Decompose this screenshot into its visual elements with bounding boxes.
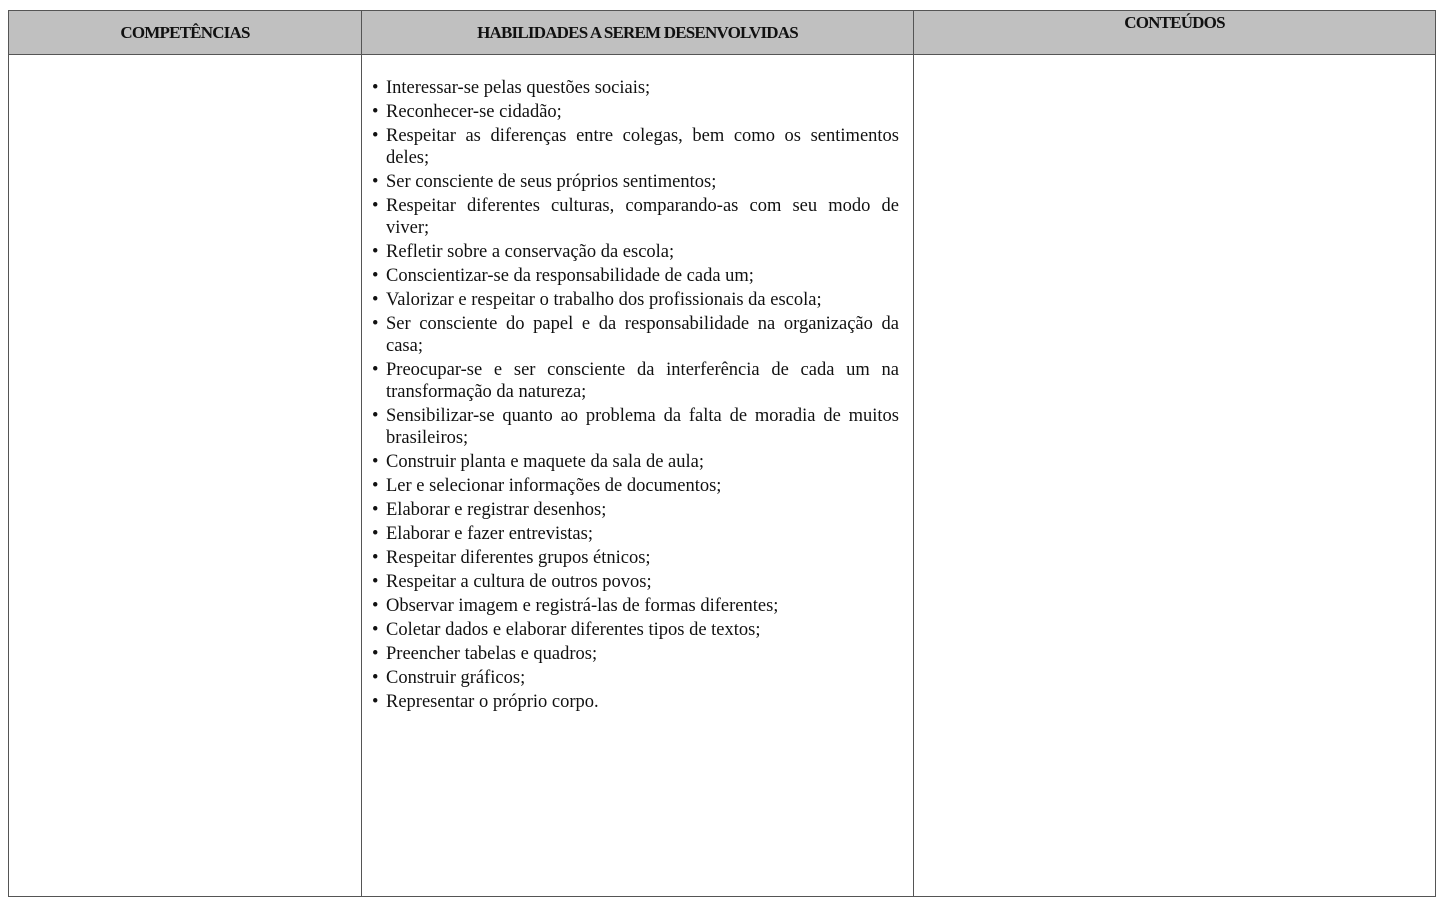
- list-item: [372, 195, 899, 239]
- list-item-text: Preocupar-se e ser consciente da interferência de cada um na transformação da natureza;: [386, 360, 899, 402]
- bullet-icon: •: [372, 524, 379, 544]
- list-item: [372, 547, 899, 569]
- conteudos-cell: [914, 55, 1436, 897]
- list-item: [372, 571, 899, 593]
- list-item-text: Respeitar a cultura de outros povos;: [386, 572, 652, 592]
- list-item-text: Ler e selecionar informações de documentos;: [386, 476, 722, 496]
- bullet-icon: •: [372, 596, 379, 616]
- bullet-icon: •: [372, 476, 379, 496]
- header-habilidades: HABILIDADES A SEREM DESENVOLVIDAS: [362, 11, 914, 55]
- list-item-text: Elaborar e registrar desenhos;: [386, 500, 607, 520]
- body-row: [9, 55, 1436, 897]
- list-item-text: Conscientizar-se da responsabilidade de cada um;: [386, 266, 754, 286]
- bullet-icon: •: [372, 78, 379, 98]
- list-item-text: Coletar dados e elaborar diferentes tipos de textos;: [386, 620, 761, 640]
- list-item: [372, 265, 899, 287]
- list-item-text: Ser consciente do papel e da responsabilidade na organização da casa;: [386, 314, 899, 356]
- list-item-text: Construir planta e maquete da sala de aula;: [386, 452, 704, 472]
- bullet-icon: •: [372, 172, 379, 192]
- habilidades-cell: [362, 55, 914, 897]
- list-item: [372, 619, 899, 641]
- bullet-icon: •: [372, 242, 379, 262]
- list-item-text: Valorizar e respeitar o trabalho dos profissionais da escola;: [386, 290, 822, 310]
- list-item: [372, 289, 899, 311]
- list-item: [372, 691, 899, 713]
- list-item-text: Representar o próprio corpo.: [386, 692, 599, 712]
- bullet-icon: •: [372, 644, 379, 664]
- bullet-icon: •: [372, 500, 379, 520]
- list-item-text: Respeitar as diferenças entre colegas, bem como os sentimentos deles;: [386, 126, 899, 168]
- bullet-icon: •: [372, 290, 379, 310]
- list-item-text: Respeitar diferentes grupos étnicos;: [386, 548, 651, 568]
- list-item-text: Elaborar e fazer entrevistas;: [386, 524, 593, 544]
- curriculum-table: [8, 10, 1436, 897]
- list-item: [372, 643, 899, 665]
- bullet-icon: •: [372, 360, 379, 380]
- bullet-icon: •: [372, 692, 379, 712]
- list-item-text: Respeitar diferentes culturas, comparando-as com seu modo de viver;: [386, 196, 899, 238]
- list-item: [372, 313, 899, 357]
- list-item-text: Preencher tabelas e quadros;: [386, 644, 598, 664]
- list-item: [372, 359, 899, 403]
- list-item: [372, 171, 899, 193]
- bullet-icon: •: [372, 126, 379, 146]
- bullet-icon: •: [372, 102, 379, 122]
- bullet-icon: •: [372, 266, 379, 286]
- bullet-icon: •: [372, 620, 379, 640]
- bullet-icon: •: [372, 314, 379, 334]
- habilidades-list: [362, 77, 913, 713]
- list-item-text: Refletir sobre a conservação da escola;: [386, 242, 675, 262]
- list-item: [372, 595, 899, 617]
- list-item: [372, 667, 899, 689]
- bullet-icon: •: [372, 452, 379, 472]
- list-item: [372, 125, 899, 169]
- list-item-text: Sensibilizar-se quanto ao problema da falta de moradia de muitos brasileiros;: [386, 406, 899, 448]
- competencias-cell: [9, 55, 362, 897]
- list-item-text: Construir gráficos;: [386, 668, 526, 688]
- list-item: [372, 451, 899, 473]
- list-item: [372, 77, 899, 99]
- bullet-icon: •: [372, 406, 379, 426]
- list-item: [372, 405, 899, 449]
- bullet-icon: •: [372, 548, 379, 568]
- list-item-text: Observar imagem e registrá-las de formas diferentes;: [386, 596, 779, 616]
- list-item-text: Interessar-se pelas questões sociais;: [386, 78, 651, 98]
- list-item: [372, 499, 899, 521]
- list-item-text: Reconhecer-se cidadão;: [386, 102, 562, 122]
- list-item: [372, 101, 899, 123]
- list-item-text: Ser consciente de seus próprios sentimentos;: [386, 172, 717, 192]
- header-conteudos: CONTEÚDOS: [914, 11, 1436, 55]
- list-item: [372, 475, 899, 497]
- header-competencias: COMPETÊNCIAS: [9, 11, 362, 55]
- header-row: [9, 11, 1436, 55]
- bullet-icon: •: [372, 572, 379, 592]
- list-item: [372, 523, 899, 545]
- bullet-icon: •: [372, 196, 379, 216]
- bullet-icon: •: [372, 668, 379, 688]
- list-item: [372, 241, 899, 263]
